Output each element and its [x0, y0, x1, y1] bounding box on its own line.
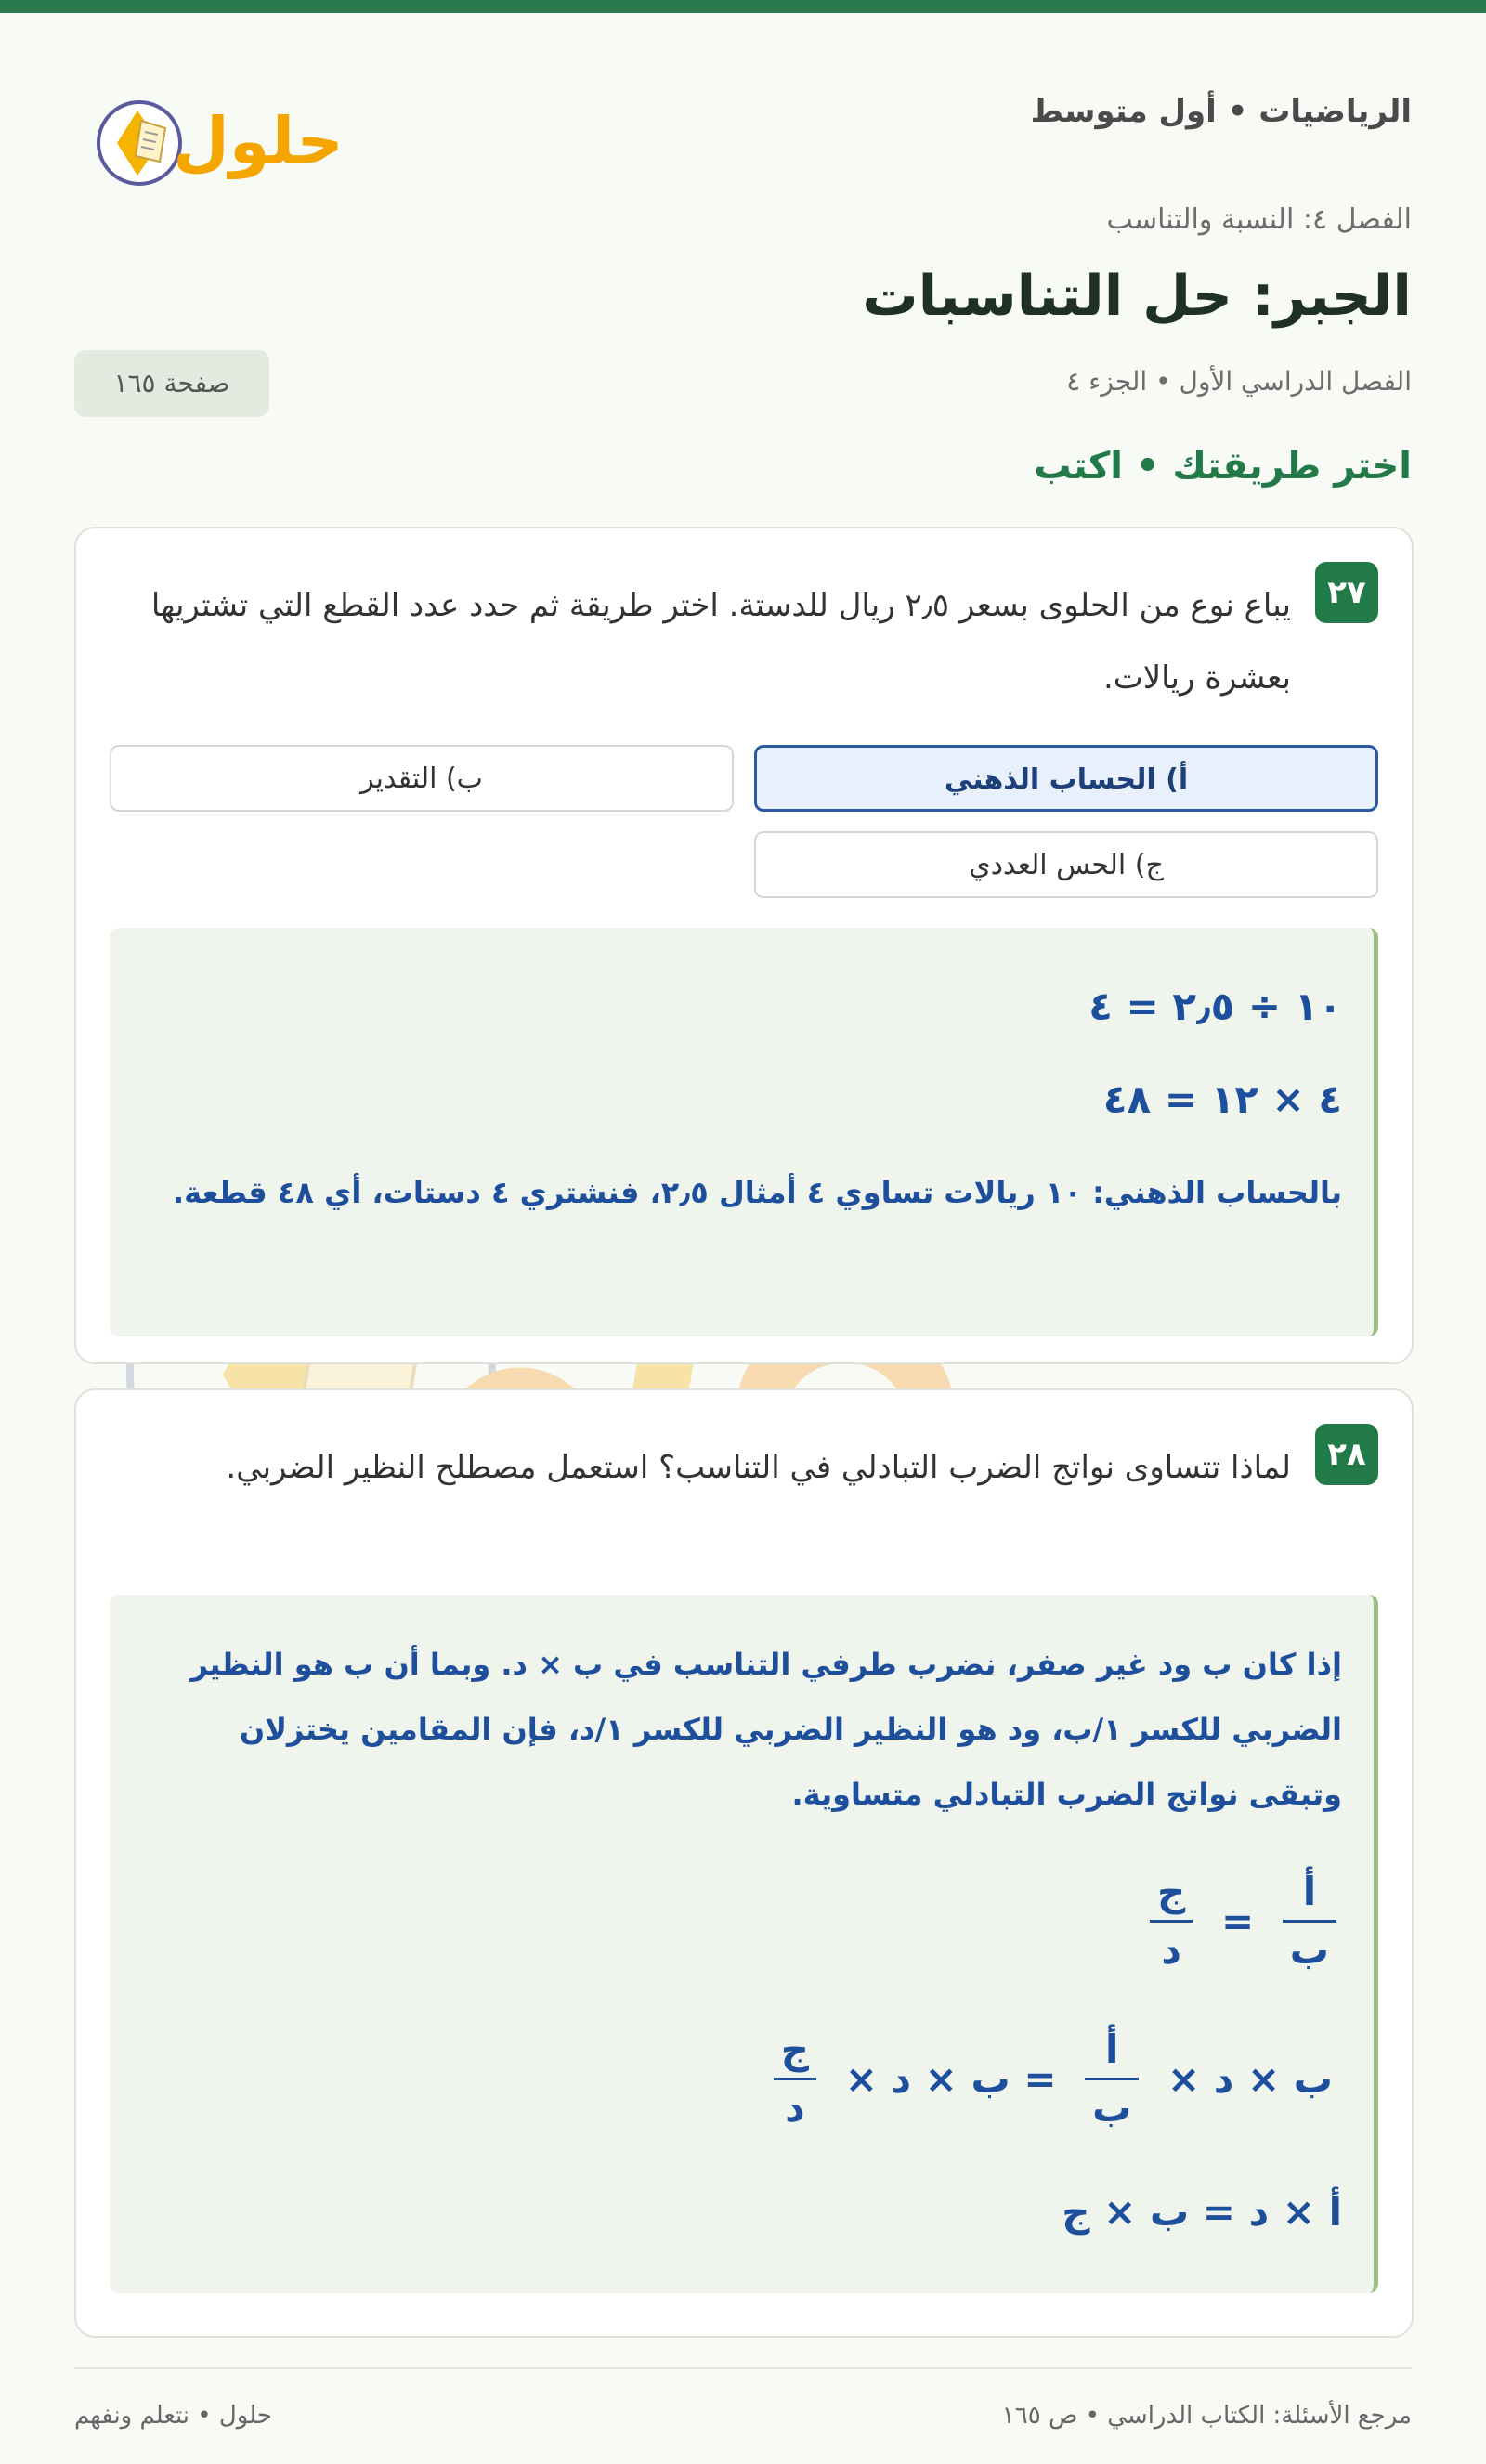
multiplied-equation: [768, 2022, 1342, 2136]
question-text: لماذا تتساوى نواتج الضرب التبادلي في التناسب؟ استعمل مصطلح النظير الضربي.: [226, 1449, 1291, 1486]
section-title: اختر طريقتك • اكتب: [1034, 445, 1412, 488]
question-number: ٢٨: [1315, 1424, 1378, 1485]
question-number: ٢٧: [1315, 562, 1378, 623]
answer-equation-1: ١٠ ÷ ٢٫٥ = ٤: [1088, 984, 1342, 1029]
question-card-28: [74, 1388, 1414, 2338]
chapter-label: الفصل ٤: النسبة والتناسب: [1106, 203, 1412, 236]
cross-product-equation: أ × د = ب × ج: [1062, 2189, 1342, 2235]
footer-reference: مرجع الأسئلة: الكتاب الدراسي • ص ١٦٥: [1001, 2402, 1412, 2430]
fraction-c-over-d: $\frac{\text{ج}}{\text{د}}$: [1150, 1864, 1193, 1978]
equals-sign: =: [1220, 1898, 1255, 1944]
right-factor: = ب × د ×: [844, 2056, 1057, 2102]
subject-label: الرياضيات • أول متوسط: [1030, 93, 1412, 130]
hulool-logo[interactable]: [74, 59, 344, 189]
logo-text: حلول: [173, 103, 344, 179]
page-number-badge: صفحة ١٦٥: [74, 350, 269, 417]
left-factor: ب × د ×: [1167, 2056, 1333, 2102]
answer-box: [110, 928, 1378, 1336]
page-title: الجبر: حل التناسبات: [862, 264, 1412, 329]
option-number-sense[interactable]: ج) الحس العددي: [754, 831, 1378, 898]
answer-explanation: بالحساب الذهني: ١٠ ريالات تساوي ٤ أمثال ٢٫٥، فنشتري ٤ دستات، أي ٤٨ قطعة.: [173, 1175, 1342, 1210]
answer-box: [110, 1595, 1378, 2293]
footer-brand: حلول • نتعلم ونفهم: [74, 2402, 272, 2430]
fraction-a-over-b: $\frac{\text{أ}}{\text{ب}}$: [1283, 1864, 1336, 1978]
option-estimation[interactable]: ب) التقدير: [110, 745, 734, 812]
top-accent-bar: [0, 0, 1486, 13]
semester-label: الفصل الدراسي الأول • الجزء ٤: [1066, 366, 1412, 397]
option-mental-math[interactable]: أ) الحساب الذهني: [754, 745, 1378, 812]
fraction-a-over-b: $\frac{\text{أ}}{\text{ب}}$: [1085, 2022, 1139, 2136]
question-card-27: [74, 527, 1414, 1364]
answer-explanation: إذا كان ب ود غير صفر، نضرب طرفي التناسب في ب × د. وبما أن ب هو النظير الضربي للكسر ١/ب، ود هو النظير الضربي للكسر ١/د، فإن المقامين يختزلان وتبقى نواتج الضرب التبادلي متساوية.: [190, 1647, 1342, 1812]
answer-equation-2: ٤ × ١٢ = ٤٨: [1102, 1076, 1342, 1122]
page-content: [74, 13, 1412, 2430]
footer-divider: [74, 2367, 1412, 2369]
page-header: [74, 13, 1412, 203]
fraction-c-over-d: $\frac{\text{ج}}{\text{د}}$: [774, 2022, 816, 2136]
proportion-equation: [1144, 1864, 1342, 1978]
question-text: يباع نوع من الحلوى بسعر ٢٫٥ ريال للدستة. اختر طريقة ثم حدد عدد القطع التي تشتريها بعشرة ريالات.: [150, 587, 1291, 697]
